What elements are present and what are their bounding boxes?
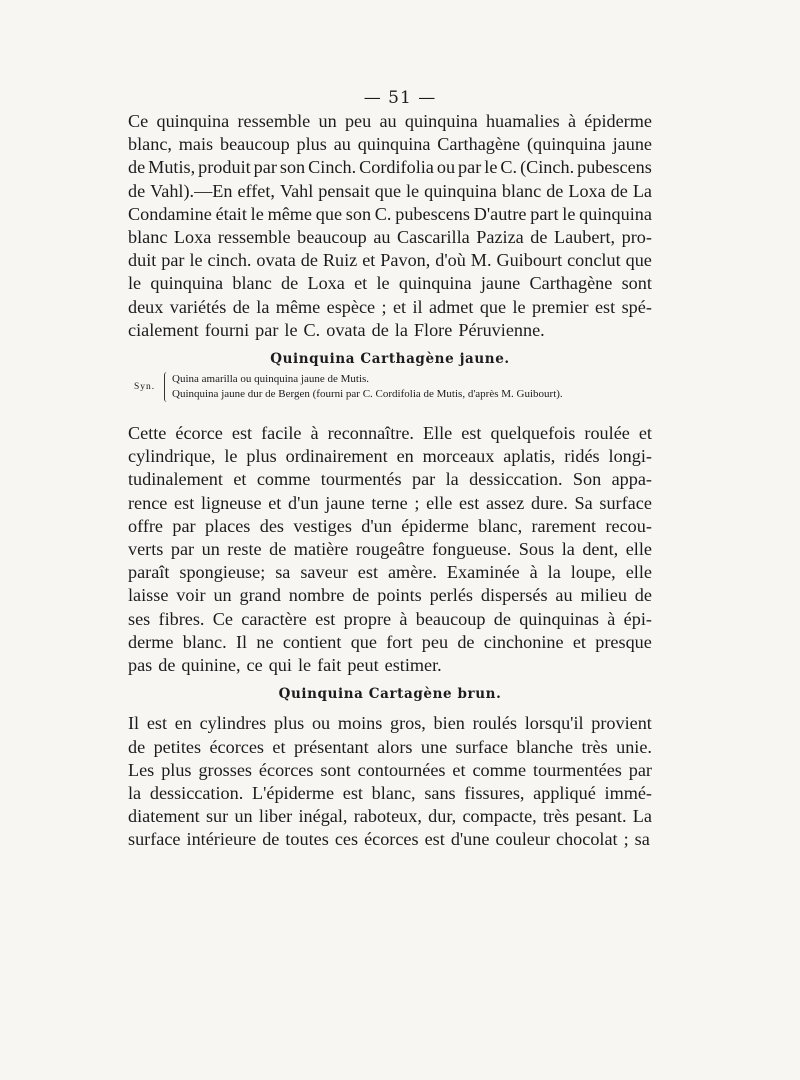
heading-carthagene-jaune: Quinquina Carthagène jaune. bbox=[270, 350, 510, 367]
text-line: verts par un reste de matière rougeâtre fongueuse. Sous la dent, elle bbox=[128, 539, 652, 560]
synonym-line: Quina amarilla ou quinquina jaune de Mutis. bbox=[172, 373, 370, 386]
page-number: — 51 — bbox=[363, 88, 437, 108]
text-line: tudinalement et comme tourmentés par la dessiccation. Son appa- bbox=[128, 469, 652, 490]
text-line: blanc, mais beaucoup plus au quinquina Carthagène (quinquina jaune bbox=[128, 134, 652, 155]
heading-cartagene-brun: Quinquina Cartagène brun. bbox=[278, 686, 502, 703]
text-line: blanc Loxa ressemble beaucoup au Cascarilla Paziza de Laubert, pro- bbox=[128, 226, 652, 247]
synonyms-label: Syn. bbox=[134, 382, 156, 393]
synonyms-block bbox=[128, 372, 652, 414]
text-line: Cette écorce est facile à reconnaître. Elle est quelquefois roulée et bbox=[128, 423, 652, 444]
text-line: de Mutis, produit par son Cinch. Cordifolia ou par le C. (Cinch. pubescens bbox=[128, 157, 652, 178]
text-line: la dessiccation. L'épiderme est blanc, sans fissures, appliqué immé- bbox=[128, 782, 652, 803]
text-line: deux variétés de la même espèce ; et il admet que le premier est spé- bbox=[128, 296, 652, 317]
text-line: surface intérieure de toutes ces écorces est d'une couleur chocolat ; sa bbox=[128, 829, 650, 850]
text-line: cialement fourni par le C. ovata de la Flore Péruvienne. bbox=[128, 319, 545, 340]
text-block bbox=[128, 110, 652, 851]
text-line: de Vahl).—En effet, Vahl pensait que le quinquina blanc de Loxa de La bbox=[128, 180, 652, 201]
text-line: diatement sur un liber inégal, raboteux, dur, compacte, très pesant. La bbox=[128, 806, 652, 827]
paragraph-3 bbox=[128, 712, 652, 851]
text-line: Ce quinquina ressemble un peu au quinquina huamalies à épiderme bbox=[128, 111, 652, 131]
brace bbox=[164, 372, 170, 402]
text-line: offre par places des vestiges d'un épiderme blanc, rarement recou- bbox=[128, 515, 652, 536]
text-line: ses fibres. Ce caractère est propre à beaucoup de quinquinas à épi- bbox=[128, 608, 652, 629]
text-line: cylindrique, le plus ordinairement en morceaux aplatis, ridés longi- bbox=[128, 446, 652, 467]
text-line: paraît spongieuse; sa saveur est amère. Examinée à la loupe, elle bbox=[128, 562, 652, 583]
text-line: pas de quinine, ce qui le fait peut estimer. bbox=[128, 654, 442, 675]
text-line: Condamine était le même que son C. pubescens D'autre part le quinquina bbox=[128, 203, 652, 224]
text-line: le quinquina blanc de Loxa et le quinquina jaune Carthagène sont bbox=[128, 273, 652, 294]
paragraph-2 bbox=[128, 422, 652, 677]
text-line: de petites écorces et présentant alors une surface blanche très unie. bbox=[128, 736, 652, 757]
paragraph-1 bbox=[128, 110, 652, 342]
text-line: laisse voir un grand nombre de points perlés dispersés au milieu de bbox=[128, 585, 652, 606]
text-line: derme blanc. Il ne contient que fort peu de cinchonine et presque bbox=[128, 631, 652, 652]
text-line: Les plus grosses écorces sont contournées et comme tourmentées par bbox=[128, 759, 652, 780]
text-line: rence est ligneuse et d'un jaune terne ; elle est assez dure. Sa surface bbox=[128, 492, 652, 513]
text-line: Il est en cylindres plus ou moins gros, bien roulés lorsqu'il provient bbox=[128, 713, 652, 734]
text-line: duit par le cinch. ovata de Ruiz et Pavon, d'où M. Guibourt conclut que bbox=[128, 250, 652, 271]
synonym-line: Quinquina jaune dur de Bergen (fourni par C. Cordifolia de Mutis, d'après M. Guibourt). bbox=[172, 388, 563, 401]
